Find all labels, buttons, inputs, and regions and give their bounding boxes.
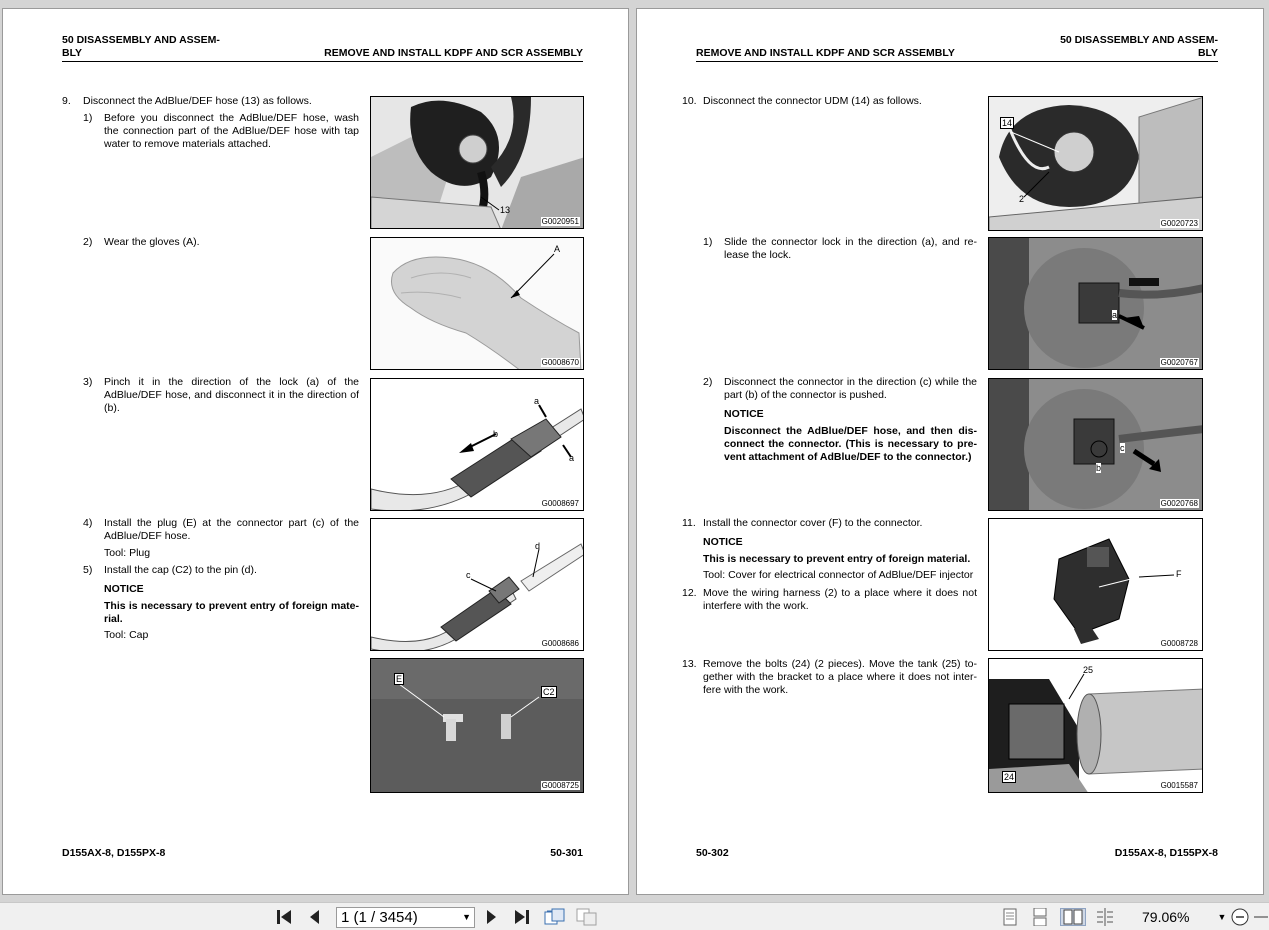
chevron-down-icon[interactable]: ▼ xyxy=(462,912,471,922)
page-title: REMOVE AND INSTALL KDPF AND SCR ASSEMBLY xyxy=(696,47,955,59)
page-number: 50-302 xyxy=(696,847,729,859)
figure-plug-e-cap-c2: E C2 G0008725 xyxy=(370,658,584,793)
connector-cover-diagram xyxy=(989,519,1203,651)
page-header xyxy=(62,34,583,62)
forward-view-icon xyxy=(575,908,599,926)
step-13: 13. Remove the bolts (24) (2 pieces). Move the tank (25) to-gether with the bracket to a place where it does not inter-fere with the work. xyxy=(682,658,977,696)
back-view-icon xyxy=(543,908,567,926)
next-page-button[interactable] xyxy=(482,908,502,926)
figure-hose-13 xyxy=(370,96,584,229)
left-page: 50 DISASSEMBLY AND ASSEM- BLY REMOVE AND INSTALL KDPF AND SCR ASSEMBLY 9. Disconnect the AdBlue/DEF hose (13) as follows. 1) Before you disconnect the AdBlue/DEF hose, wash the connection part of the AdBlue/DEF hose with tap water to remove materials attached. 2) Wear the gloves (A). 3) Pinch it in the direction of the lock (a) of the AdBlue/DEF hose, and disconnect it in the direction of (b). 4) Install the plug (E) at the connector part (c) of the AdBlue/DEF hose. Tool: Plug 5) Install the cap (C2) to the pin (d). NOTICE This is necessary to prevent entry of foreign mate-rial. Tool: Cap 13 G0020951 A G0008670 a b a G0008697 c d G0008686 E C2 G0008725 D155AX-8, D155PX-8 50-301 xyxy=(2,8,629,895)
notice-text: This is necessary to prevent entry of foreign mate-rial. xyxy=(104,600,359,625)
zoom-dropdown-chevron-down-icon[interactable]: ▼ xyxy=(1217,912,1227,922)
label-a: A xyxy=(554,244,561,254)
zoom-level[interactable]: 79.06% xyxy=(1142,909,1190,925)
page-title: REMOVE AND INSTALL KDPF AND SCR ASSEMBLY xyxy=(324,47,583,59)
figure-udm-14: 14 2 G0020723 xyxy=(988,96,1203,231)
hose-lock-diagram xyxy=(371,379,584,511)
page-number-field[interactable]: 1 (1 / 3454) ▼ xyxy=(336,907,475,928)
hose-photo-illustration xyxy=(371,97,584,229)
step-9-5: 5) Install the cap (C2) to the pin (d). NOTICE This is necessary to prevent entry of foreign mate-rial. Tool: Cap xyxy=(83,564,359,641)
last-page-button[interactable] xyxy=(510,908,532,926)
zoom-out-button[interactable] xyxy=(1230,908,1250,926)
figure-gloves-a: A G0008670 xyxy=(370,237,584,370)
previous-page-icon xyxy=(307,909,321,925)
page-number: 50-301 xyxy=(550,847,583,859)
zoom-slider[interactable] xyxy=(1254,908,1268,926)
plug-cap-diagram xyxy=(371,519,584,651)
two-page-view-button[interactable] xyxy=(1060,908,1086,926)
previous-page-button[interactable] xyxy=(304,908,324,926)
figure-id: G0020951 xyxy=(541,217,579,226)
step-11: 11. Install the connector cover (F) to the connector. NOTICE This is necessary to prevent entry of foreign material. Tool: Cover for electrical connector of AdBlue/DEF injector xyxy=(682,517,977,582)
continuous-view-button[interactable] xyxy=(1030,908,1050,926)
notice-heading: NOTICE xyxy=(703,536,743,548)
step-9-1: 1) Before you disconnect the AdBlue/DEF hose, wash the connection part of the AdBlue/DEF hose with tap water to remove materials attached. xyxy=(83,112,359,150)
label-13: 13 xyxy=(500,205,511,215)
zoom-slider-track xyxy=(1254,908,1268,926)
step-9-2: 2) Wear the gloves (A). xyxy=(83,236,200,248)
notice-heading: NOTICE xyxy=(104,583,144,595)
two-page-continuous-icon xyxy=(1095,908,1115,926)
continuous-page-icon xyxy=(1033,908,1047,926)
model-label: D155AX-8, D155PX-8 xyxy=(1114,847,1218,859)
model-label: D155AX-8, D155PX-8 xyxy=(62,847,166,859)
two-page-icon xyxy=(1063,909,1083,925)
first-page-icon xyxy=(275,909,295,925)
step-9-3: 3) Pinch it in the direction of the lock (a) of the AdBlue/DEF hose, and disconnect it in the direction of (b). xyxy=(83,376,359,414)
zoom-out-icon xyxy=(1231,908,1249,926)
two-page-continuous-view-button[interactable] xyxy=(1094,908,1116,926)
viewer-toolbar xyxy=(0,902,1269,930)
connector-lock-photo xyxy=(989,238,1203,370)
figure-hose-lock: a b a G0008697 xyxy=(370,378,584,511)
figure-connector-c-b: c b G0020768 xyxy=(988,378,1203,511)
figure-connector-lock-a: a G0020767 xyxy=(988,237,1203,370)
go-back-view-button[interactable] xyxy=(542,908,568,926)
figure-tank-25: 25 24 G0015587 xyxy=(988,658,1203,793)
section-title: 50 DISASSEMBLY AND ASSEM- BLY xyxy=(1060,34,1218,59)
first-page-button[interactable] xyxy=(274,908,296,926)
notice-text: This is necessary to prevent entry of foreign material. xyxy=(703,553,971,565)
figure-plug-cap: c d G0008686 xyxy=(370,518,584,651)
figure-cover-f: F G0008728 xyxy=(988,518,1203,651)
go-forward-view-button[interactable] xyxy=(574,908,600,926)
next-page-icon xyxy=(485,909,499,925)
notice-text: Disconnect the AdBlue/DEF hose, and then dis-connect the connector. (This is necessary to pre-vent attachment of AdBlue/DEF to the connector.) xyxy=(724,425,977,463)
gloves-photo-illustration xyxy=(371,238,584,370)
section-title: 50 DISASSEMBLY AND ASSEM- BLY xyxy=(62,34,220,59)
tank-bracket-diagram xyxy=(989,659,1203,793)
last-page-icon xyxy=(511,909,531,925)
notice-heading: NOTICE xyxy=(724,408,764,420)
step-9-4: 4) Install the plug (E) at the connector part (c) of the AdBlue/DEF hose. Tool: Plug xyxy=(83,517,359,559)
step-12: 12. Move the wiring harness (2) to a place where it does not interfere with the work. xyxy=(682,587,977,612)
right-page: 50 DISASSEMBLY AND ASSEM- BLY REMOVE AND INSTALL KDPF AND SCR ASSEMBLY 10. Disconnect the connector UDM (14) as follows. 1) Slide the connector lock in the direction (a), and re-lease the lock. 2) Disconnect the connector in the direction (c) while the part (b) of the connector is pushed. NOTICE Disconnect the AdBlue/DEF hose, and then dis-connect the connector. (This is necessary to pre-vent attachment of AdBlue/DEF to the connector.) 11. Install the connector cover (F) to the connector. NOTICE This is necessary to prevent entry of foreign material. Tool: Cover for electrical connector of AdBlue/DEF injector 12. Move the wiring harness (2) to a place where it does not interfere with the work. 13. Remove the bolts (24) (2 pieces). Move the tank (25) to-gether with the bracket to a place where it does not inter-fere with the work. 14 2 G0020723 a G0020767 c b G0020768 F G0008728 25 24 G0015587 50-302 D155AX-8, D155PX-8 xyxy=(636,8,1264,895)
single-page-icon xyxy=(1003,908,1017,926)
step-10-2: 2) Disconnect the connector in the direction (c) while the part (b) of the connector is pushed. NOTICE Disconnect the AdBlue/DEF hose, and then dis-connect the connector. (This is necessary to pre-vent attachment of AdBlue/DEF to the connector.) xyxy=(703,376,977,463)
page-header xyxy=(696,34,1218,62)
connector-disconnect-photo xyxy=(989,379,1203,511)
single-page-view-button[interactable] xyxy=(1000,908,1020,926)
udm-connector-diagram xyxy=(989,97,1203,231)
step-10-1: 1) Slide the connector lock in the direction (a), and re-lease the lock. xyxy=(703,236,977,261)
